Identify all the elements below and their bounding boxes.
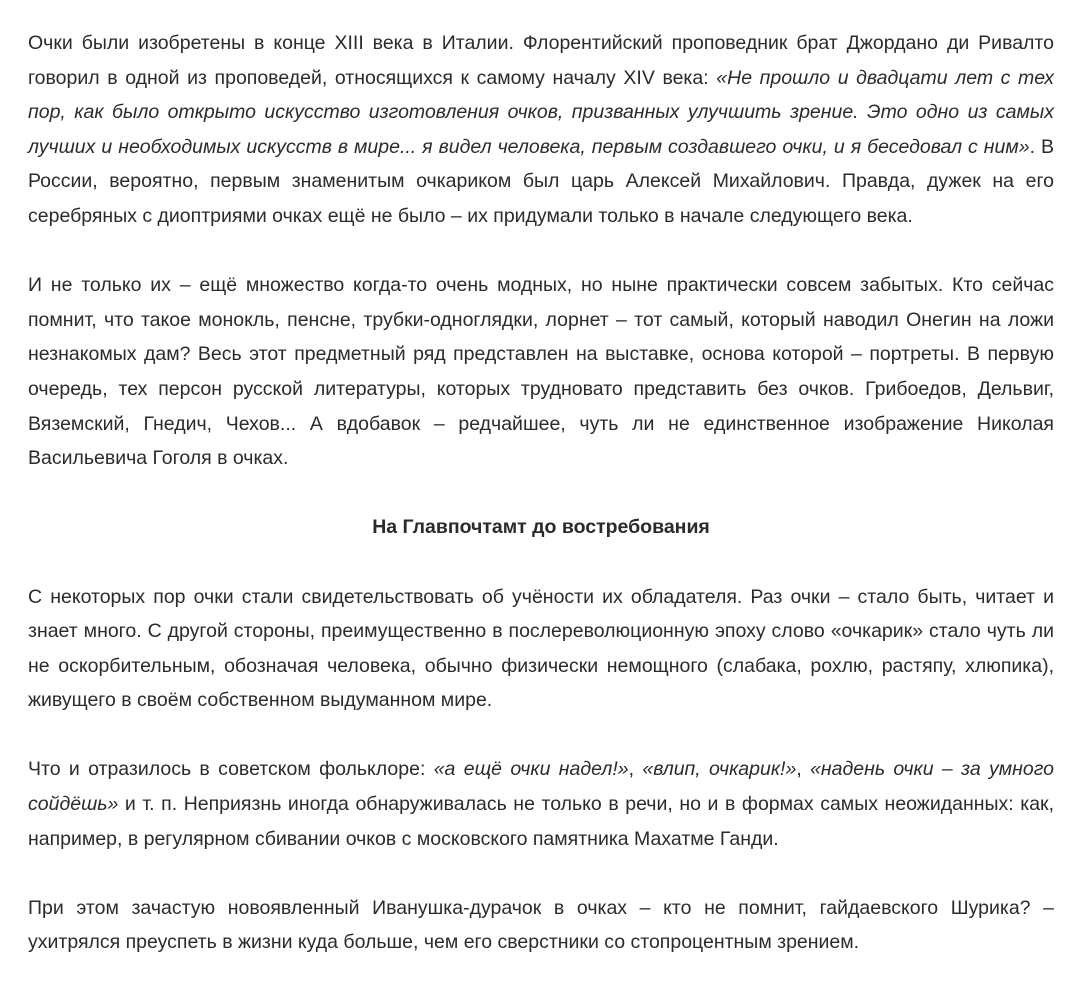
quote-folklore-1: «а ещё очки надел!» bbox=[433, 758, 629, 781]
paragraph-scholarship: С некоторых пор очки стали свидетельствовать об учёности их обладателя. Раз очки – стало быть, читает и знает много. С другой стороны, преимущественно в послереволюционную эпоху слово «очкарик» стало чуть ли не оскорбительным, обозначая человека, обычно физически немощного (слабака, рохлю, растяпу, хлюпика), живущего в своём собственном выдуманном мире. bbox=[28, 585, 1054, 712]
quote-folklore-2: «влип, очкарик!» bbox=[642, 758, 797, 781]
separator-text: , bbox=[796, 758, 811, 781]
paragraph-exhibition: И не только их – ещё множество когда-то очень модных, но ныне практически совсем забытых. Кто сейчас помнит, что такое монокль, пенсне, трубки-одноглядки, лорнет – тот самый, который наводил Онегин на ложи незнакомых дам? Весь этот предметный ряд представлен на выставке, основа которой – портреты. В первую очередь, тех персон русской литературы, которых трудновато представить без очков. Грибоедов, Дельвиг, Вяземский, Гнедич, Чехов... А вдобавок – редчайшее, чуть ли не единственное изображение Николая Васильевича Гоголя в очках. bbox=[28, 274, 1054, 470]
quote-folklore-3: «надень очки – за умного сойдёшь» bbox=[28, 758, 1054, 816]
paragraph-text: и т. п. Неприязнь иногда обнаруживалась не только в речи, но и в формах самых неожиданных: как, например, в регулярном сбивании очков с московского памятника Махатме Ганди. bbox=[28, 793, 1054, 850]
paragraph-text: . В России, вероятно, первым знаменитым очкариком был царь Алексей Михайлович. Правда, дужек на его серебряных с диоптриями очках ещё не было – их придумали только в начале следующего века. bbox=[28, 135, 1054, 227]
paragraph-history bbox=[28, 26, 1054, 234]
article-body bbox=[28, 0, 1054, 960]
section-heading: На Главпочтамт до востребования bbox=[372, 516, 710, 539]
paragraph-text: Очки были изобретены в конце XIII века в Италии. Флорентийский проповедник брат Джордано ди Ривалто говорил в одной из проповедей, относящихся к самому началу XIV века: bbox=[28, 32, 1054, 89]
paragraph-shurik: При этом зачастую новоявленный Иванушка-дурачок в очках – кто не помнит, гайдаевского Шурика? – ухитрялся преуспеть в жизни куда больше, чем его сверстники со стопроцентным зрением. bbox=[28, 896, 1054, 954]
separator-text: , bbox=[628, 758, 643, 781]
paragraph-text: Что и отразилось в советском фольклоре: bbox=[28, 758, 434, 781]
paragraph-folklore bbox=[28, 752, 1054, 856]
quote-giordano: «Не прошло и двадцати лет с тех пор, как было открыто искусство изготовления очков, призванных улучшить зрение. Это одно из самых лучших и необходимых искусств в мире... я видел человека, первым создавшего очки, и я беседовал с ним» bbox=[28, 66, 1054, 158]
